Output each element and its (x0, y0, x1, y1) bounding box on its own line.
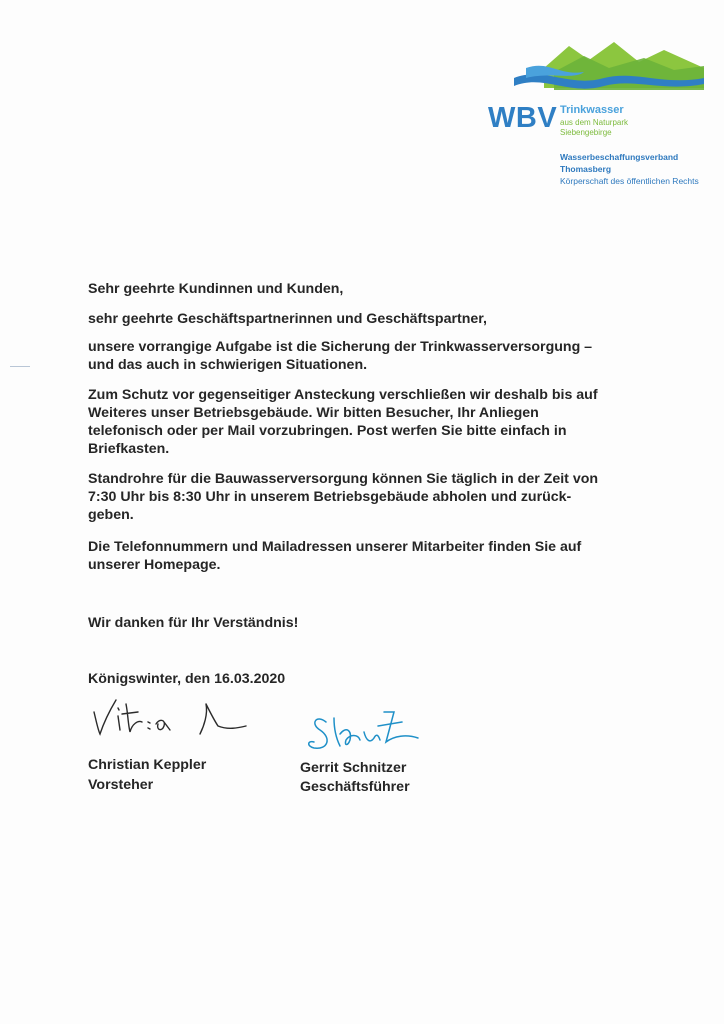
closing-line (88, 614, 668, 632)
text-line: Wir danken für Ihr Verständnis! (88, 615, 299, 631)
text-line: Briefkasten. (88, 441, 170, 457)
text-line: Standrohre für die Bauwasserversorgung können Sie täglich in der Zeit von (88, 471, 599, 487)
organization-name: Wasserbeschaffungsverband (560, 152, 679, 162)
signature-block (88, 690, 508, 800)
signatory-name: Christian Keppler (88, 757, 207, 773)
salutation-line: Sehr geehrte Kundinnen und Kunden, (88, 281, 344, 297)
salutation (88, 280, 668, 298)
logo-tagline: Trinkwasser (560, 104, 624, 116)
salutation (88, 310, 668, 328)
text-line: und das auch in schwierigen Situationen. (88, 357, 368, 373)
organization-location: Thomasberg (560, 164, 612, 174)
signature-keppler-icon (94, 700, 246, 734)
logo-abbreviation: WBV (488, 102, 558, 134)
paragraph-standpipes (88, 470, 668, 524)
logo-tagline-sub: aus dem Naturpark (560, 118, 629, 127)
text-line: Weiteres unser Betriebsgebäude. Wir bitten Besucher, Ihr Anliegen (88, 405, 539, 421)
signatory-role: Geschäftsführer (300, 779, 410, 795)
organization-legal-form: Körperschaft des öffentlichen Rechts (560, 176, 699, 186)
text-line: telefonisch oder per Mail vorzubringen. Post werfen Sie bitte einfach in (88, 423, 567, 439)
salutation-line: sehr geehrte Geschäftspartnerinnen und Geschäftspartner, (88, 311, 487, 327)
paragraph-contacts (88, 538, 668, 574)
text-line: Die Telefonnummern und Mailadressen unserer Mitarbeiter finden Sie auf (88, 539, 582, 555)
text-line: Zum Schutz vor gegenseitiger Ansteckung verschließen wir deshalb bis auf (88, 387, 598, 403)
logo-tagline-sub: Siebengebirge (560, 128, 612, 137)
fold-mark (10, 366, 30, 367)
mountains-river-logo-icon (514, 38, 704, 96)
paragraph-closure (88, 386, 668, 458)
paragraph-mission (88, 338, 668, 374)
signatory-role: Vorsteher (88, 777, 154, 793)
signature-schnitzer-icon (309, 712, 418, 748)
signatory-name: Gerrit Schnitzer (300, 760, 407, 776)
text-line: Königswinter, den 16.03.2020 (88, 671, 286, 687)
place-date (88, 670, 668, 688)
text-line: unsere vorrangige Aufgabe ist die Sicherung der Trinkwasserversorgung – (88, 339, 593, 355)
text-line: 7:30 Uhr bis 8:30 Uhr in unserem Betriebsgebäude abholen und zurück- (88, 489, 572, 505)
letterhead-logo (488, 38, 713, 198)
text-line: geben. (88, 507, 134, 523)
text-line: unserer Homepage. (88, 557, 221, 573)
